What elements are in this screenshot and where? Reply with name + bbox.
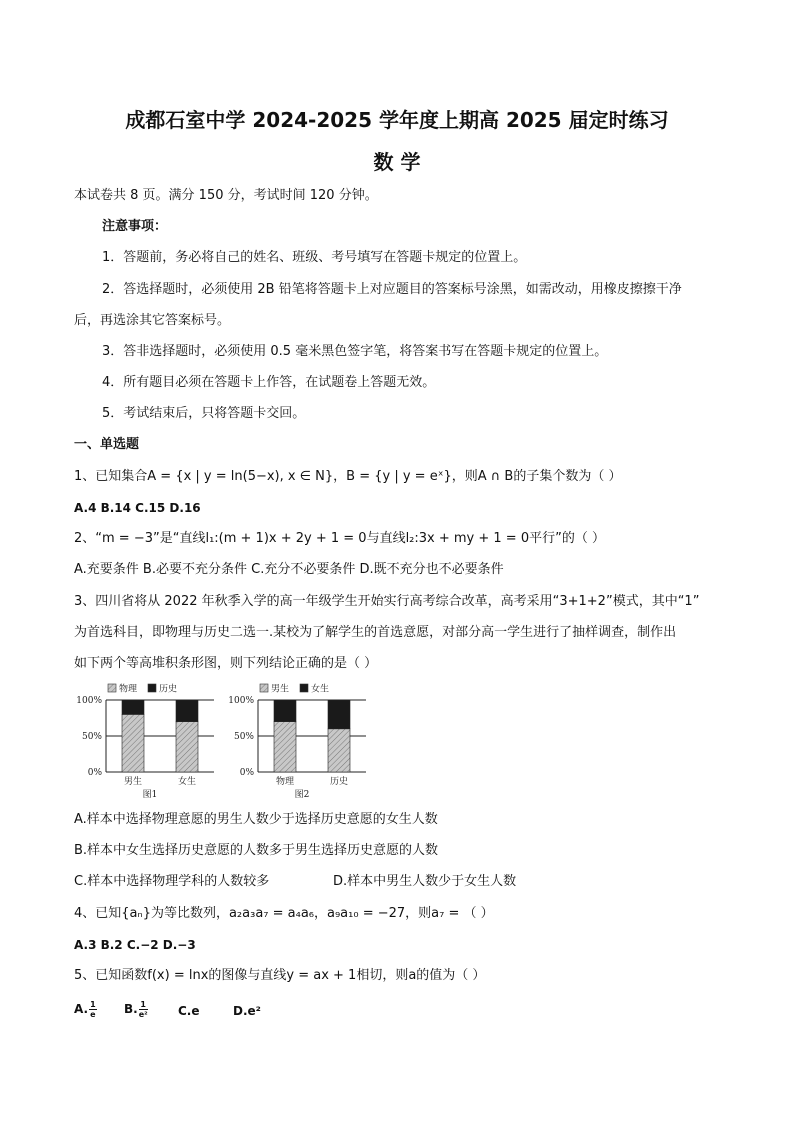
chart-figure-1 bbox=[74, 678, 224, 803]
notice-item: 5．考试结束后，只将答题卡交回。 bbox=[102, 406, 306, 421]
bar-segment bbox=[274, 722, 296, 772]
notice-heading: 注意事项： bbox=[102, 219, 168, 234]
intro-text: 本试卷共 8 页。满分 150 分，考试时间 120 分钟。 bbox=[74, 188, 378, 203]
bar-segment bbox=[122, 714, 144, 772]
section-heading: 一、单选题 bbox=[74, 437, 140, 452]
legend-swatch bbox=[300, 684, 308, 692]
legend-label: 历史 bbox=[159, 684, 178, 695]
chart-figure-2 bbox=[226, 678, 376, 803]
subject-title: 数 学 bbox=[373, 150, 421, 174]
question-4-stem: 4、已知{aₙ}为等比数列，a₂a₃a₇ = a₄a₆，a₉a₁₀ = −27，则a₇ = （ ） bbox=[74, 906, 494, 921]
question-2-stem: 2、“m = −3”是“直线l₁:(m + 1)x + 2y + 1 = 0与直线l₂:3x + my + 1 = 0平行”的（ ） bbox=[74, 531, 605, 546]
figure-caption: 图2 bbox=[294, 790, 310, 800]
bar-segment bbox=[328, 729, 350, 772]
x-tick-label: 女生 bbox=[177, 777, 197, 787]
legend-label: 物理 bbox=[119, 684, 138, 695]
question-2-options: A.充要条件 B.必要不充分条件 C.充分不必要条件 D.既不充分也不必要条件 bbox=[74, 562, 504, 577]
legend-swatch bbox=[260, 684, 268, 692]
stacked-bar-chart-2 bbox=[226, 678, 376, 803]
figure-caption: 图1 bbox=[142, 790, 158, 800]
question-3-line: 如下两个等高堆积条形图，则下列结论正确的是（ ） bbox=[74, 656, 378, 671]
question-3-option-b: B.样本中女生选择历史意愿的人数多于男生选择历史意愿的人数 bbox=[74, 843, 439, 858]
fraction bbox=[89, 1000, 97, 1019]
legend-label: 女生 bbox=[311, 684, 330, 695]
option-label: B. bbox=[124, 1002, 138, 1016]
notice-item: 1．答题前，务必将自己的姓名、班级、考号填写在答题卡规定的位置上。 bbox=[102, 250, 527, 265]
bar-segment bbox=[328, 700, 350, 729]
x-tick-label: 物理 bbox=[275, 777, 295, 787]
question-3-option-d: D.样本中男生人数少于女生人数 bbox=[333, 874, 517, 889]
y-tick-label: 50% bbox=[233, 732, 254, 742]
legend-swatch bbox=[108, 684, 116, 692]
option-label: A. bbox=[74, 1002, 89, 1016]
y-tick-label: 100% bbox=[228, 696, 254, 706]
question-3-option-a: A.样本中选择物理意愿的男生人数少于选择历史意愿的女生人数 bbox=[74, 812, 438, 827]
question-4-options: A.3 B.2 C.−2 D.−3 bbox=[74, 938, 196, 952]
bar-segment bbox=[176, 700, 198, 722]
bar-segment bbox=[274, 700, 296, 722]
y-tick-label: 0% bbox=[239, 768, 254, 778]
denominator: e bbox=[90, 1010, 96, 1019]
question-1-stem: 1、已知集合A = {x | y = ln(5−x), x ∈ N}，B = {y | y = eˣ}，则A ∩ B的子集个数为（ ） bbox=[74, 469, 622, 484]
question-3-line: 3、四川省将从 2022 年秋季入学的高一年级学生开始实行高考综合改革，高考采用“3+1+2”模式，其中“1” bbox=[74, 594, 700, 609]
y-tick-label: 50% bbox=[81, 732, 102, 742]
bar-segment bbox=[122, 700, 144, 714]
question-3-option-c: C.样本中选择物理学科的人数较多 bbox=[74, 874, 270, 889]
legend-label: 男生 bbox=[271, 684, 290, 695]
y-tick-label: 100% bbox=[76, 696, 102, 706]
notice-item-continued: 后，再选涂其它答案标号。 bbox=[74, 313, 231, 328]
bar-segment bbox=[176, 722, 198, 772]
x-tick-label: 历史 bbox=[329, 777, 349, 787]
question-5-stem: 5、已知函数f(x) = lnx的图像与直线y = ax + 1相切，则a的值为（ ） bbox=[74, 968, 486, 983]
question-5-option-d: D.e² bbox=[233, 1004, 261, 1018]
question-3-line: 为首选科目，即物理与历史二选一.某校为了解学生的首选意愿，对部分高一学生进行了抽样调查，制作出 bbox=[74, 625, 677, 640]
notice-item: 2．答选择题时，必须使用 2B 铅笔将答题卡上对应题目的答案标号涂黑，如需改动，用橡皮擦擦干净 bbox=[102, 282, 682, 297]
question-5-option-b bbox=[124, 1000, 148, 1019]
question-5-option-a bbox=[74, 1000, 97, 1019]
denominator: e² bbox=[138, 1010, 148, 1019]
notice-item: 3．答非选择题时，必须使用 0.5 毫米黑色签字笔，将答案书写在答题卡规定的位置上。 bbox=[102, 344, 608, 359]
notice-item: 4．所有题目必须在答题卡上作答，在试题卷上答题无效。 bbox=[102, 375, 436, 390]
question-5-option-c: C.e bbox=[178, 1004, 200, 1018]
fraction bbox=[139, 1000, 148, 1019]
page-title: 成都石室中学 2024-2025 学年度上期高 2025 届定时练习 bbox=[125, 108, 669, 132]
numerator: 1 bbox=[140, 1000, 146, 1009]
question-1-options: A.4 B.14 C.15 D.16 bbox=[74, 501, 201, 515]
numerator: 1 bbox=[90, 1000, 96, 1009]
y-tick-label: 0% bbox=[87, 768, 102, 778]
stacked-bar-chart-1 bbox=[74, 678, 224, 803]
legend-swatch bbox=[148, 684, 156, 692]
x-tick-label: 男生 bbox=[123, 777, 143, 787]
